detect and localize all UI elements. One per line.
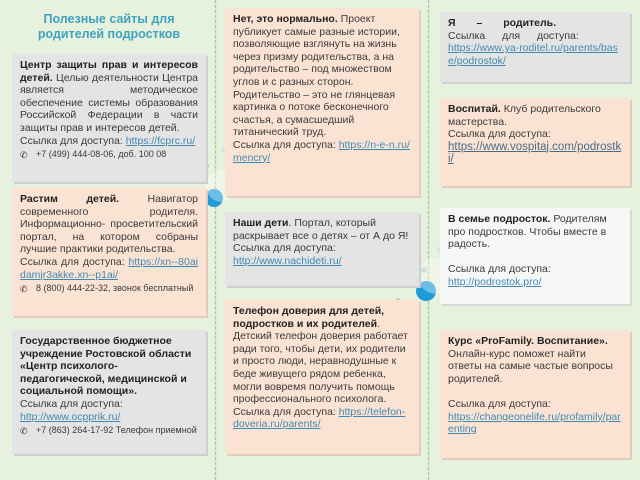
link-n-e-n[interactable]: https://n-e-n.ru/mencry/ [233,138,410,164]
phone-row [20,425,198,436]
link-nachideti[interactable]: http://www.nachideti.ru/ [233,254,342,267]
card-i-parent [440,12,630,82]
card-text: Проект публикует самые разные истории, позволяющие взглянуть на жизнь через призму родительства, а на родительство – под множеством углов и с разных сторон. Родительство – это не глянцевая картинка о потоке бесконечного счастья, а сумасшедший титанический труд. [233,13,400,139]
phone-row [20,149,198,160]
card-text: Клуб родительского мастерства. [448,103,601,128]
link-label: Ссылка для доступа: [233,242,336,255]
card-text: Родителям про подростков. Чтобы вместе в радость. [448,213,607,251]
link-label: Ссылка для доступа: [233,138,339,151]
link-vospitaj[interactable]: https://www.vospitaj.com/podrostki/ [448,140,622,166]
page-title: Полезные сайты для родителей подростков [37,12,181,41]
link-label: Ссылка для доступа: [20,397,123,410]
card-title: Растим детей. [20,193,120,205]
link-ocpprik[interactable]: http://www.ocpprik.ru/ [20,410,121,423]
card-text: Навигатор современного родителя. Информационно- просветительский портал, на котором собраны лучшие практики родительства. [20,193,198,256]
card-profamily [440,330,630,458]
link-label: Ссылка для доступа: [20,255,129,268]
card-title: Телефон доверия для детей, подростков и их родителей [233,305,385,330]
card-title: Центр защиты прав и интересов детей. [20,59,198,84]
link-fcprc[interactable]: https://fcprc.ru/ [125,134,196,147]
link-ya-roditel[interactable]: https://www.ya-roditel.ru/parents/base/podrostok/ [448,42,618,67]
card-title: Нет, это нормально. [233,13,338,25]
link-label: Ссылка для доступа: [448,263,551,276]
link-changeonelife[interactable]: https://changeonelife.ru/profamily/parenting [448,410,621,436]
card-title: Я – родитель. [448,17,557,29]
card-our-children [225,212,419,286]
link-rastim-detey[interactable]: https://xn--80aidamjr3akke.xn--p1ai/ [20,255,198,281]
card-title: Государственное бюджетное учреждение Ростовской области «Центр психолого-педагогической, медицинской и социальной помощи». [20,335,192,398]
phone-icon: ✆ [20,425,28,436]
card-vospitaj [440,98,630,186]
link-label: Ссылка для доступа: [448,128,551,141]
card-normal [225,8,419,196]
card-text: Целью деятельности Центра является методическое обеспечение системы образования Российской Федерации в части защиты прав и интересов детей. [20,71,198,134]
phone-number: 8 (800) 444-22-32, звонок бесплатный [36,283,194,294]
link-label: Ссылка для доступа: [233,405,339,418]
phone-icon: ✆ [20,283,28,294]
phone-number: +7 (863) 264-17-92 Телефон приемной [36,425,197,436]
card-text: . Детский телефон доверия работает ради того, чтобы дети, их родители и просто люди, неравнодушные к беде живущего рядом ребенка, могли вовремя получить помощь профессионального психолога. [233,317,408,406]
link-telefon-doveria[interactable]: https://telefon-doveria.ru/parents/ [233,405,406,431]
card-state-institution [12,330,206,454]
card-title: Воспитай. [448,103,501,115]
card-text: Онлайн-курс поможет найти ответы на самые частые вопросы родителей. [448,347,613,385]
link-label: Ссылка для доступа: [448,29,579,42]
phone-number: +7 (499) 444-08-06, доб. 100 08 [36,149,167,160]
link-podrostok[interactable]: http://podrostok.pro/ [448,275,542,288]
card-title: Наши дети [233,217,289,229]
phone-icon: ✆ [20,149,28,160]
card-grow-children [12,188,206,316]
card-title: В семье подросток. [448,213,551,225]
link-label: Ссылка для доступа: [20,134,126,147]
card-title: Курс «ProFamily. Воспитание». [448,335,608,347]
link-label: Ссылка для доступа: [448,397,551,410]
phone-row [20,283,198,294]
card-trust-phone [225,300,419,454]
card-center-rights [12,54,206,182]
card-text: . Портал, который раскрывает все о детях – от А до Я! [233,217,409,242]
card-family-teen [440,208,630,304]
